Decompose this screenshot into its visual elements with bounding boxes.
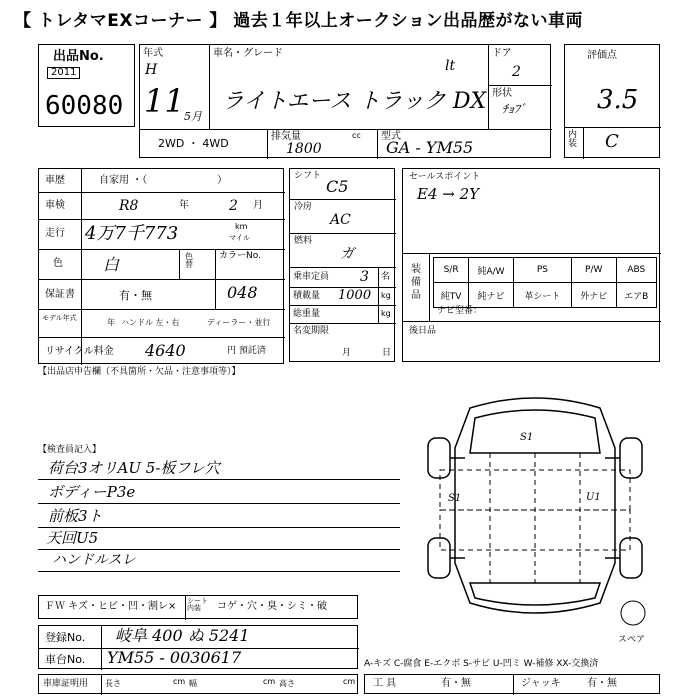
doors-label: ドア <box>492 48 512 59</box>
garage-cert-row <box>38 674 358 694</box>
height-unit: cm <box>343 677 356 686</box>
chassis-label: 車台No. <box>45 653 86 666</box>
name-change-day: 日 <box>382 348 392 358</box>
lot-year-stamp: 2011 <box>47 67 80 79</box>
jack-label: ジャッキ <box>521 678 561 689</box>
lot-number: 60080 <box>45 91 124 121</box>
sales-value: E4 → 2Y <box>417 185 480 203</box>
reg-value: 岐阜 400 ぬ 5241 <box>115 626 250 645</box>
fw-row <box>38 595 358 619</box>
spare-label: スペア <box>618 635 646 645</box>
mileage-unit-mile: マイル <box>229 234 250 242</box>
history-value: 自家用 ・（ ） <box>99 175 228 186</box>
name-label: 車名・グレード <box>213 48 283 59</box>
warranty-value: 有・無 <box>119 289 152 302</box>
capacity-unit: 名 <box>381 272 391 282</box>
spare-tire-icon <box>618 598 648 628</box>
equip-pw: P/W <box>571 258 616 283</box>
displacement-label: 排気量 <box>271 131 301 142</box>
name-change-month: 月 <box>342 348 352 358</box>
color-label: 色 <box>53 258 63 269</box>
tools-row <box>364 674 660 694</box>
chassis-value: YM55 - 0030617 <box>107 648 242 667</box>
history-box <box>38 168 284 364</box>
length-unit: cm <box>173 677 186 686</box>
inspector-line-3: 前板3ト <box>48 507 103 525</box>
color-no-label: カラーNo. <box>219 251 261 261</box>
recycle-unit: 円 預託済 <box>227 346 266 356</box>
drive: 2WD ・ 4WD <box>158 137 229 150</box>
page-title: 【 トレタマEXコーナー 】 過去１年以上オークション出品歴がない車両 <box>14 11 583 31</box>
registration-box <box>38 625 358 669</box>
sales-box <box>402 168 660 362</box>
shift-value: C5 <box>326 177 349 196</box>
length-label: 長さ <box>105 679 121 688</box>
type-label: 型式 <box>381 131 401 142</box>
lot-box <box>38 44 135 127</box>
after-label: 後日品 <box>409 326 437 336</box>
equip-label: 装備品 <box>411 264 421 301</box>
equip-nav: 純ナビ <box>469 283 514 308</box>
inspector-line-5: ハンドルスレ <box>52 552 136 568</box>
inspector-label: 【検査員記入】 <box>38 445 102 455</box>
seat-label: シート内装 <box>187 597 208 612</box>
width-unit: cm <box>263 677 276 686</box>
equip-ps: PS <box>513 258 571 283</box>
name-prefix: lt <box>445 58 456 74</box>
inspection-month: 2 <box>229 198 238 214</box>
gross-label: 総重量 <box>293 309 321 319</box>
mid-box <box>289 168 395 362</box>
model-label: モデル年式 <box>42 314 77 322</box>
shift-label: シフト <box>294 171 322 181</box>
fw-label: ＦＷ キズ・ヒビ・凹・割レ× <box>45 601 177 612</box>
equip-tv: 純TV <box>434 283 469 308</box>
inspection-era: R8 <box>119 198 139 214</box>
diagram-mark-1: S1 <box>520 432 534 443</box>
height-label: 高さ <box>279 679 295 688</box>
equip-airbag: エアB <box>616 283 656 308</box>
capacity-value: 3 <box>360 269 369 285</box>
sales-label: セールスポイント <box>409 172 481 182</box>
load-unit: kg <box>381 291 391 300</box>
jack-value: 有・無 <box>587 678 617 689</box>
lot-label: 出品No. <box>53 49 104 64</box>
recycle-label: リサイクル料金 <box>45 346 114 357</box>
mileage: 4万7千773 <box>85 223 179 244</box>
inspection-month-unit: 月 <box>253 200 263 211</box>
score-box <box>564 44 660 158</box>
color-no: 048 <box>227 283 258 302</box>
equipment-table <box>433 257 657 308</box>
model-year-label: 年式 <box>143 48 163 59</box>
warranty-label: 保証書 <box>45 289 75 300</box>
equip-aw: 純A/W <box>469 258 514 283</box>
equip-ext-nav: 外ナビ <box>571 283 616 308</box>
shape-label: 形状 <box>492 88 512 99</box>
load-label: 積載量 <box>293 291 321 301</box>
displacement-unit: cc <box>352 131 361 140</box>
diagram-mark-2: S1 <box>448 493 462 504</box>
diagram-mark-3: U1 <box>586 492 601 503</box>
fuel-label: 燃料 <box>294 236 313 246</box>
load-value: 1000 <box>338 288 372 303</box>
inspector-line-1: 荷台3オリAU 5-板フレ穴 <box>48 459 220 477</box>
inspector-line-4: 天回U5 <box>46 529 99 547</box>
declare-label: 【出品店申告欄（不具箇所・欠品・注意事項等）】 <box>38 367 241 377</box>
history-label: 車歴 <box>45 175 65 186</box>
interior-label: 内装 <box>568 130 578 149</box>
fuel-value: ガ <box>340 246 354 262</box>
tools-value: 有・無 <box>441 678 471 689</box>
color-value: 白 <box>103 255 120 274</box>
dealer-label: ディーラー・並行 <box>207 318 271 327</box>
tools-label: 工 具 <box>373 678 397 689</box>
score-value: 3.5 <box>597 85 639 115</box>
type: GA - YM55 <box>386 138 474 157</box>
name-change-label: 名変期限 <box>293 326 330 336</box>
equip-leather: 革シート <box>513 283 571 308</box>
vehicle-box <box>139 44 551 158</box>
equip-sr: S/R <box>434 258 469 283</box>
inspector-line-2: ボディーP3e <box>48 483 136 501</box>
inspection-label: 車検 <box>45 200 65 211</box>
recycle-value: 4640 <box>145 341 186 360</box>
nav-model-label: ナビ型番： <box>437 306 483 316</box>
ac-value: AC <box>330 212 351 228</box>
gross-unit: kg <box>381 309 391 318</box>
capacity-label: 乗車定員 <box>293 272 330 282</box>
handle-label: ハンドル 左・右 <box>121 318 180 327</box>
vehicle-name: ライトエース トラック DX <box>222 89 487 114</box>
color-sub: 色替 <box>185 252 193 269</box>
interior-value: C <box>605 131 619 152</box>
reg-label: 登録No. <box>45 631 86 644</box>
width-label: 幅 <box>189 679 197 688</box>
score-label: 評価点 <box>587 50 617 61</box>
year: 11 <box>144 82 185 120</box>
month: 5月 <box>184 110 202 123</box>
doors: 2 <box>512 64 521 80</box>
cert-label: 車庫証明用 <box>43 679 89 689</box>
displacement: 1800 <box>286 141 322 157</box>
shape: ﾁｮﾌﾞ <box>502 102 527 116</box>
mileage-label: 走行 <box>45 228 65 239</box>
ac-label: 冷房 <box>294 202 313 212</box>
equip-abs: ABS <box>616 258 656 283</box>
mileage-unit-km: km <box>235 222 248 231</box>
damage-legend: A-キズ C-腐食 E-エクボ S-サビ U-凹ミ W-補修 XX-交換済 <box>364 659 599 669</box>
seat-value: コゲ・穴・臭・シミ・破 <box>217 601 327 612</box>
model-year-unit: 年 <box>107 318 115 327</box>
inspection-year-unit: 年 <box>179 200 189 211</box>
era: H <box>145 62 158 78</box>
